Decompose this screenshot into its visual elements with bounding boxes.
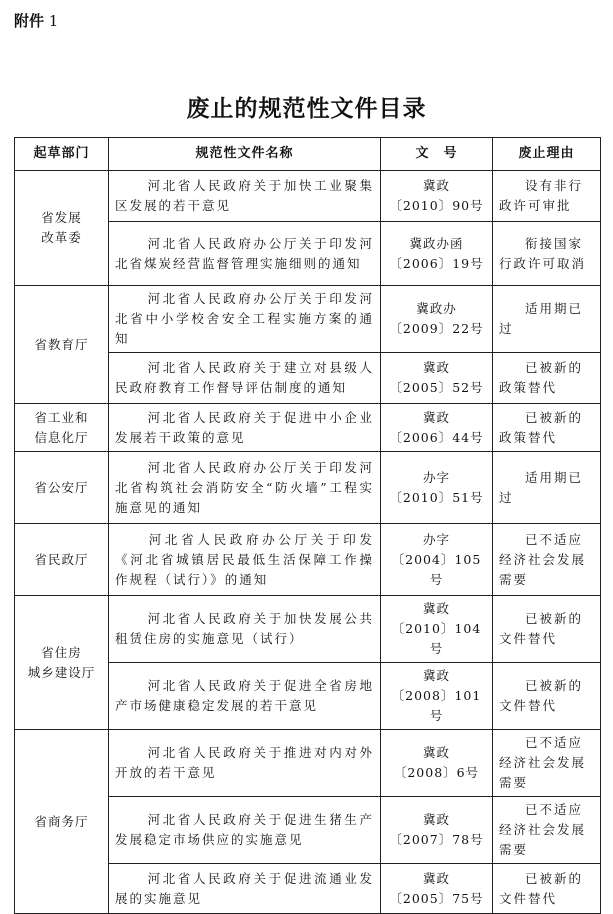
- document-number-code: 〔2006〕19号: [389, 255, 484, 271]
- document-number-cell: [381, 452, 493, 524]
- document-number-cell: [381, 353, 493, 404]
- reason-text: 已不适应经济社会发展需要: [499, 531, 587, 587]
- table-header-row: [15, 138, 601, 171]
- department-cell: [15, 404, 109, 452]
- document-name-cell: [109, 864, 381, 914]
- header-reason: 废止理由: [493, 138, 601, 171]
- department-line: 省商务厅: [34, 813, 89, 829]
- department-line: 城乡建设厅: [27, 664, 96, 680]
- document-number-prefix: 冀政: [422, 360, 450, 375]
- document-name-cell: [109, 452, 381, 524]
- department-line: 改革委: [41, 230, 82, 245]
- reason-cell: [493, 864, 601, 914]
- document-number-code: 〔2004〕105号: [391, 551, 482, 587]
- document-number-cell: [381, 404, 493, 452]
- document-name: 河北省人民政府关于加快工业聚集区发展的若干意见: [115, 178, 374, 213]
- department-cell: [15, 171, 109, 286]
- document-number-cell: [381, 663, 493, 730]
- document-number-prefix: 冀政: [422, 668, 450, 683]
- department-line: 省教育厅: [34, 336, 89, 352]
- department-cell: [15, 452, 109, 524]
- document-name: 河北省人民政府关于促进中小企业发展若干政策的意见: [115, 409, 374, 445]
- header-document-number: 文 号: [381, 138, 493, 171]
- reason-cell: [493, 404, 601, 452]
- document-name: 河北省人民政府关于建立对县级人民政府教育工作督导评估制度的通知: [115, 360, 374, 395]
- document-name-cell: [109, 286, 381, 353]
- reason-cell: [493, 524, 601, 596]
- document-name-cell: [109, 730, 381, 797]
- document-name-cell: [109, 171, 381, 222]
- document-number-prefix: 冀政: [422, 745, 450, 760]
- document-number-code: 〔2005〕75号: [389, 890, 484, 906]
- document-number-code: 〔2008〕6号: [393, 765, 480, 780]
- document-number-prefix: 冀政办: [416, 301, 457, 316]
- document-number-cell: [381, 596, 493, 663]
- reason-text: 已被新的政策替代: [499, 360, 584, 395]
- reason-text: 已不适应经济社会发展需要: [499, 735, 587, 790]
- document-number-cell: [381, 286, 493, 353]
- document-name: 河北省人民政府关于促进流通业发展的实施意见: [115, 870, 374, 906]
- reason-cell: [493, 730, 601, 797]
- repealed-documents-table: [14, 137, 601, 914]
- document-number-cell: [381, 864, 493, 914]
- department-cell: [15, 524, 109, 596]
- document-name: 河北省人民政府办公厅关于印发河北省构筑社会消防安全“防火墙”工程实施意见的通知: [115, 459, 374, 515]
- reason-text: 设有非行政许可审批: [499, 178, 584, 213]
- table-row: [15, 404, 601, 452]
- document-number-code: 〔2009〕22号: [389, 321, 484, 336]
- table-row: [15, 286, 601, 353]
- attachment-number: 1: [48, 12, 59, 30]
- table-row: [15, 730, 601, 797]
- department-line: 省发展: [41, 210, 82, 225]
- document-number-code: 〔2008〕101号: [391, 688, 482, 723]
- department-cell: [15, 596, 109, 730]
- page-title: 废止的规范性文件目录: [186, 96, 427, 122]
- document-number-cell: [381, 730, 493, 797]
- document-number-cell: [381, 222, 493, 286]
- document-name: 河北省人民政府关于促进生猪生产发展稳定市场供应的实施意见: [115, 812, 374, 847]
- department-line: 省民政厅: [34, 551, 89, 567]
- document-number-code: 〔2010〕104号: [391, 621, 482, 656]
- table-row: [15, 171, 601, 222]
- attachment-word: 附件: [14, 12, 45, 30]
- reason-text: 已被新的文件替代: [499, 611, 584, 646]
- document-number-prefix: 冀政: [422, 178, 450, 193]
- document-name: 河北省人民政府办公厅关于印发《河北省城镇居民最低生活保障工作操作规程（试行）》的通知: [115, 531, 374, 587]
- document-number-code: 〔2010〕51号: [389, 489, 484, 505]
- department-cell: [15, 730, 109, 914]
- document-number-code: 〔2005〕52号: [389, 380, 484, 395]
- document-name-cell: [109, 797, 381, 864]
- document-number-code: 〔2010〕90号: [389, 198, 484, 213]
- table-row: [15, 596, 601, 663]
- department-line: 省住房: [41, 644, 82, 660]
- document-number-code: 〔2007〕78号: [389, 832, 484, 847]
- department-line: 信息化厅: [34, 429, 89, 445]
- document-name-cell: [109, 663, 381, 730]
- document-name-cell: [109, 404, 381, 452]
- reason-cell: [493, 286, 601, 353]
- reason-text: 已不适应经济社会发展需要: [499, 802, 587, 857]
- reason-text: 适用期已过: [499, 301, 584, 336]
- header-document-name: 规范性文件名称: [109, 138, 381, 171]
- document-name-cell: [109, 353, 381, 404]
- department-line: 省公安厅: [34, 479, 89, 495]
- document-number-prefix: 冀政: [422, 870, 450, 886]
- document-name-cell: [109, 222, 381, 286]
- document-number-prefix: 冀政: [422, 601, 450, 616]
- reason-cell: [493, 171, 601, 222]
- document-name: 河北省人民政府关于推进对内对外开放的若干意见: [115, 745, 374, 780]
- reason-cell: [493, 222, 601, 286]
- document-number-cell: [381, 524, 493, 596]
- attachment-label: [14, 10, 58, 31]
- document-number-cell: [381, 797, 493, 864]
- document-number-code: 〔2006〕44号: [389, 429, 484, 445]
- document-number-prefix: 冀政: [422, 409, 450, 425]
- document-name: 河北省人民政府关于加快发展公共租赁住房的实施意见（试行）: [115, 611, 374, 646]
- document-name-cell: [109, 596, 381, 663]
- reason-cell: [493, 663, 601, 730]
- document-name-cell: [109, 524, 381, 596]
- document-number-prefix: 冀政: [422, 812, 450, 827]
- document-name: 河北省人民政府关于促进全省房地产市场健康稳定发展的若干意见: [115, 678, 374, 713]
- document-number-prefix: 冀政办函: [409, 235, 464, 251]
- document-number-cell: [381, 171, 493, 222]
- department-cell: [15, 286, 109, 404]
- department-line: 省工业和: [34, 409, 89, 425]
- reason-cell: [493, 452, 601, 524]
- reason-text: 已被新的政策替代: [499, 409, 584, 445]
- table-row: [15, 452, 601, 524]
- reason-text: 已被新的文件替代: [499, 678, 584, 713]
- document-number-prefix: 办字: [422, 531, 450, 547]
- header-department: 起草部门: [15, 138, 109, 171]
- reason-cell: [493, 353, 601, 404]
- document-name: 河北省人民政府办公厅关于印发河北省煤炭经营监督管理实施细则的通知: [115, 235, 374, 271]
- table-row: [15, 524, 601, 596]
- document-number-prefix: 办字: [422, 469, 450, 485]
- reason-text: 已被新的文件替代: [499, 870, 584, 906]
- reason-cell: [493, 797, 601, 864]
- reason-cell: [493, 596, 601, 663]
- document-name: 河北省人民政府办公厅关于印发河北省中小学校舍安全工程实施方案的通知: [115, 291, 374, 346]
- reason-text: 衔接国家行政许可取消: [499, 235, 587, 271]
- reason-text: 适用期已过: [499, 469, 584, 505]
